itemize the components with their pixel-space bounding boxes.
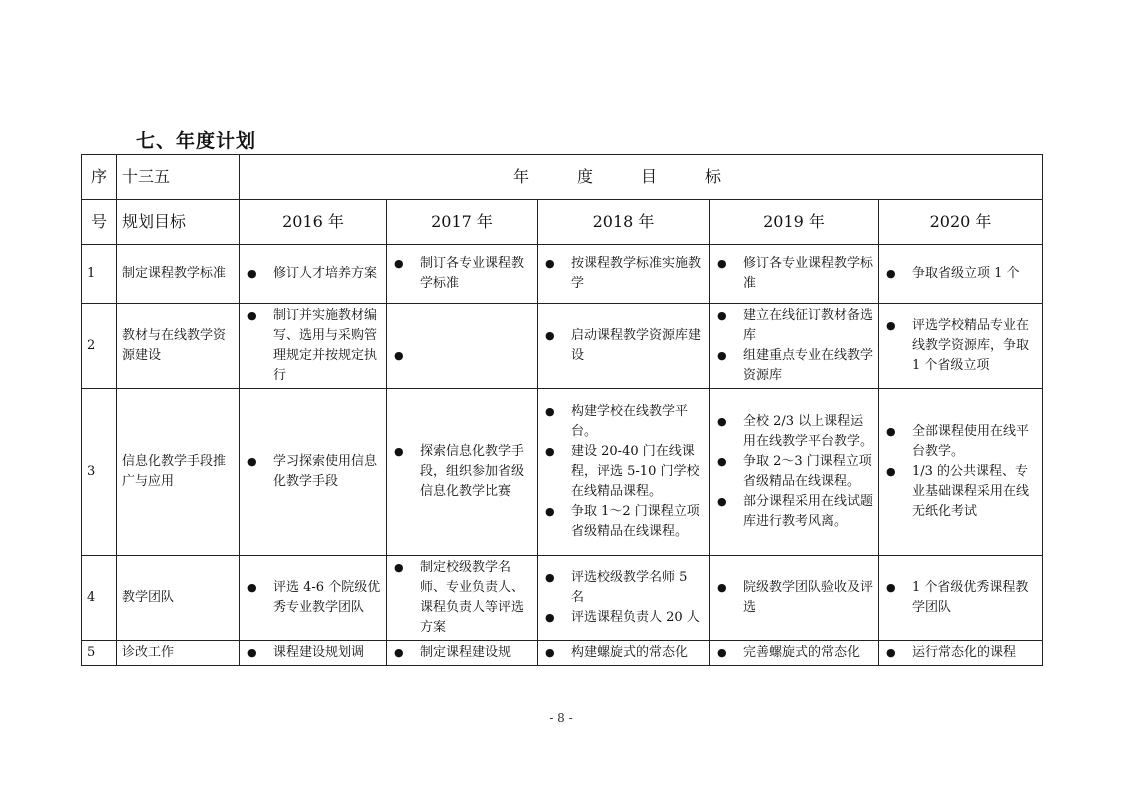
bullet-list — [715, 643, 873, 663]
list-item — [715, 492, 873, 532]
list-item — [245, 643, 381, 663]
table-row — [82, 304, 1043, 389]
bullet-icon: ● — [394, 445, 404, 458]
row-goal: 诊改工作 — [117, 641, 240, 666]
bullet-icon: ● — [545, 257, 555, 270]
list-item-text: 制定课程建设规 — [420, 645, 512, 660]
bullet-icon: ● — [886, 319, 896, 332]
bullet-icon: ● — [717, 455, 727, 468]
row-seq: 3 — [82, 389, 117, 556]
bullet-list — [245, 306, 381, 386]
bullet-list — [245, 452, 381, 492]
bullet-icon: ● — [545, 505, 555, 518]
year-cell — [240, 389, 387, 556]
year-cell — [240, 245, 387, 304]
list-item-text: 探索信息化教学手段，组织参加省级信息化教学比赛 — [420, 444, 525, 499]
header-seq-bottom: 号 — [82, 200, 117, 245]
list-item — [245, 452, 381, 492]
bullet-icon: ● — [247, 455, 257, 468]
bullet-icon: ● — [717, 257, 727, 270]
row-seq: 2 — [82, 304, 117, 389]
row-seq: 1 — [82, 245, 117, 304]
list-item-text: 争取 2～3 门课程立项省级精品在线课程。 — [743, 454, 872, 489]
list-item — [245, 578, 381, 618]
list-item-text: 修订人才培养方案 — [273, 266, 378, 281]
table-row — [82, 556, 1043, 641]
list-item — [543, 254, 704, 294]
header-goal-top: 十三五 — [117, 155, 240, 200]
year-cell — [538, 556, 710, 641]
list-item — [884, 643, 1037, 663]
year-cell — [240, 556, 387, 641]
row-goal: 制定课程教学标准 — [117, 245, 240, 304]
list-item-text: 建立在线征订教材备选库 — [743, 308, 874, 343]
list-item-text: 构建学校在线教学平台。 — [571, 404, 689, 439]
table-row — [82, 641, 1043, 666]
list-item — [392, 643, 532, 663]
bullet-list — [392, 558, 532, 638]
list-item-text: 全校 2/3 以上课程运用在线教学平台教学。 — [743, 414, 874, 449]
bullet-icon: ● — [886, 646, 896, 659]
bullet-icon: ● — [717, 309, 727, 322]
list-item-text: 评选课程负责人 20 人 — [571, 610, 700, 625]
list-item — [543, 608, 704, 628]
list-item — [715, 306, 873, 346]
header-year-2018: 2018 年 — [538, 200, 710, 245]
header-year-2020: 2020 年 — [879, 200, 1043, 245]
bullet-icon: ● — [394, 257, 404, 270]
header-seq-top: 序 — [82, 155, 117, 200]
list-item — [245, 306, 381, 386]
bullet-list — [245, 578, 381, 618]
list-item-text: 争取省级立项 1 个 — [912, 266, 1020, 281]
list-item-text: 部分课程采用在线试题库进行教考风离。 — [743, 494, 874, 529]
year-cell — [710, 641, 879, 666]
bullet-list — [884, 316, 1037, 376]
list-item — [543, 442, 704, 502]
year-cell — [387, 641, 538, 666]
bullet-icon: ● — [545, 329, 555, 342]
bullet-icon: ● — [717, 646, 727, 659]
header-year-2016: 2016 年 — [240, 200, 387, 245]
bullet-icon: ● — [545, 646, 555, 659]
list-item — [543, 643, 704, 663]
row-seq: 4 — [82, 556, 117, 641]
list-item-text: 启动课程教学资源库建设 — [571, 328, 702, 363]
list-item — [884, 316, 1037, 376]
list-item-text: 争取 1～2 门课程立项省级精品在线课程。 — [571, 504, 700, 539]
header-annual-target: 年度目标 — [240, 155, 1043, 200]
list-item-text: 课程建设规划调 — [273, 645, 365, 660]
list-item-text: 运行常态化的课程 — [912, 645, 1017, 660]
list-item-text: 修订各专业课程教学标准 — [743, 256, 874, 291]
bullet-list — [543, 568, 704, 628]
bullet-icon: ● — [545, 571, 555, 584]
bullet-icon: ● — [247, 646, 257, 659]
list-item-text: 按课程教学标准实施教学 — [571, 256, 702, 291]
header-goal-bottom: 规划目标 — [117, 200, 240, 245]
list-item — [715, 643, 873, 663]
list-item-text: 组建重点专业在线教学资源库 — [743, 348, 874, 383]
list-item — [543, 502, 704, 542]
year-cell — [879, 556, 1043, 641]
year-cell — [710, 556, 879, 641]
annual-plan-table — [81, 154, 1043, 666]
year-cell — [879, 389, 1043, 556]
bullet-icon: ● — [394, 646, 404, 659]
list-item-text: 1 个省级优秀课程教学团队 — [912, 580, 1029, 615]
year-cell — [387, 304, 538, 389]
list-item — [715, 412, 873, 452]
list-item — [884, 264, 1037, 284]
year-cell — [538, 641, 710, 666]
list-item — [543, 402, 704, 442]
bullet-list — [392, 442, 532, 502]
year-cell — [387, 389, 538, 556]
table-row — [82, 245, 1043, 304]
page-number: - 8 - — [549, 711, 573, 725]
row-goal: 教学团队 — [117, 556, 240, 641]
list-item-text: 院级教学团队验收及评选 — [743, 580, 874, 615]
bullet-list — [715, 306, 873, 386]
list-item — [245, 264, 381, 284]
header-row-years — [82, 200, 1043, 245]
list-item — [715, 254, 873, 294]
year-cell — [879, 245, 1043, 304]
bullet-icon: ● — [545, 405, 555, 418]
bullet-icon: ● — [886, 267, 896, 280]
bullet-icon: ● — [247, 267, 257, 280]
list-item-text: 评选校级教学名师 5 名 — [571, 570, 688, 605]
list-item — [543, 326, 704, 366]
year-cell — [387, 556, 538, 641]
bullet-icon: ● — [717, 581, 727, 594]
list-item — [392, 558, 532, 638]
bullet-list — [884, 422, 1037, 522]
list-item — [392, 254, 532, 294]
list-item-text: 1/3 的公共课程、专业基础课程采用在线无纸化考试 — [912, 464, 1030, 519]
list-item-text: 学习探索使用信息化教学手段 — [273, 454, 378, 489]
year-cell — [710, 304, 879, 389]
list-item — [543, 568, 704, 608]
list-item — [884, 422, 1037, 462]
bullet-list — [543, 643, 704, 663]
bullet-icon: ● — [247, 581, 257, 594]
bullet-icon: ● — [247, 309, 257, 322]
bullet-icon: ● — [717, 349, 727, 362]
header-row-top — [82, 155, 1043, 200]
list-item — [392, 442, 532, 502]
year-cell — [240, 304, 387, 389]
year-cell — [538, 245, 710, 304]
bullet-list — [884, 264, 1037, 284]
bullet-icon: ● — [394, 561, 404, 574]
list-item-text: 全部课程使用在线平台教学。 — [912, 424, 1030, 459]
list-item-text: 评选 4-6 个院级优秀专业教学团队 — [273, 580, 381, 615]
bullet-list — [884, 578, 1037, 618]
bullet-list — [245, 264, 381, 284]
row-goal: 信息化教学手段推广与应用 — [117, 389, 240, 556]
bullet-list — [543, 254, 704, 294]
bullet-list — [392, 643, 532, 663]
bullet-icon: ● — [886, 425, 896, 438]
year-cell — [240, 641, 387, 666]
bullet-list — [543, 326, 704, 366]
bullet-list — [543, 402, 704, 542]
bullet-list — [715, 578, 873, 618]
table-row — [82, 389, 1043, 556]
bullet-icon: ● — [545, 445, 555, 458]
list-item-text: 制订各专业课程教学标准 — [420, 256, 525, 291]
list-item-text: 完善螺旋式的常态化 — [743, 645, 861, 660]
list-item-text: 制定校级教学名师、专业负责人、课程负责人等评选方案 — [420, 560, 525, 635]
bullet-icon: ● — [545, 611, 555, 624]
bullet-list — [392, 254, 532, 294]
row-seq: 5 — [82, 641, 117, 666]
list-item — [715, 346, 873, 386]
list-item-text: 评选学校精品专业在线教学资源库，争取 1 个省级立项 — [912, 318, 1030, 373]
bullet-icon: ● — [886, 581, 896, 594]
list-item — [884, 462, 1037, 522]
row-goal: 教材与在线教学资源建设 — [117, 304, 240, 389]
list-item-text: 构建螺旋式的常态化 — [571, 645, 689, 660]
bullet-icon: ● — [394, 349, 404, 362]
section-title: 七、年度计划 — [136, 130, 257, 152]
bullet-list — [884, 643, 1037, 663]
header-year-2019: 2019 年 — [710, 200, 879, 245]
bullet-list — [715, 254, 873, 294]
year-cell — [387, 245, 538, 304]
year-cell — [710, 389, 879, 556]
year-cell — [538, 389, 710, 556]
list-item — [715, 452, 873, 492]
year-cell — [538, 304, 710, 389]
list-item-text: 制订并实施教材编写、选用与采购管理规定并按规定执行 — [273, 308, 378, 383]
year-cell — [879, 304, 1043, 389]
year-cell — [879, 641, 1043, 666]
header-year-2017: 2017 年 — [387, 200, 538, 245]
list-item-text: 建设 20-40 门在线课程，评选 5-10 门学校在线精品课程。 — [571, 444, 700, 499]
list-item — [715, 578, 873, 618]
bullet-list — [245, 643, 381, 663]
bullet-icon: ● — [886, 465, 896, 478]
year-cell — [710, 245, 879, 304]
bullet-icon: ● — [717, 495, 727, 508]
bullet-list — [715, 412, 873, 532]
list-item — [884, 578, 1037, 618]
bullet-icon: ● — [717, 415, 727, 428]
